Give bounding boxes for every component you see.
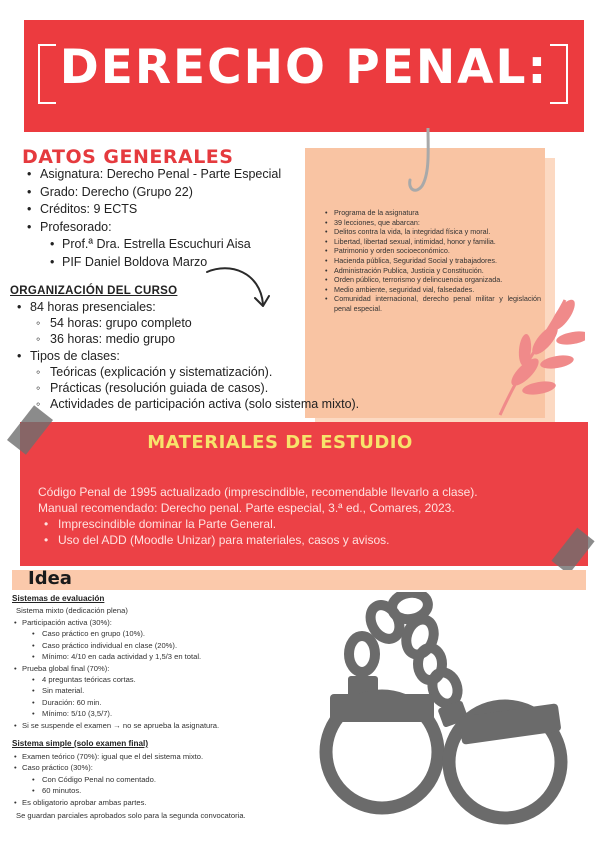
organizacion-list	[16, 299, 359, 412]
list-item: • 4 preguntas teóricas cortas.	[12, 674, 219, 685]
list-item: ◦ Actividades de participación activa (solo sistema mixto).	[16, 396, 359, 412]
list-item: • Participación activa (30%):	[12, 617, 219, 628]
parciales-note: Se guardan parciales aprobados solo para la segunda convocatoria.	[16, 811, 246, 820]
list-item: ◦ 54 horas: grupo completo	[16, 315, 359, 331]
list-item: • Orden público, terrorismo y delincuencia organizada.	[325, 275, 541, 285]
list-item: • Caso práctico (30%):	[12, 762, 203, 773]
materiales-list	[44, 516, 389, 548]
list-item: • Delitos contra la vida, la integridad física y moral.	[325, 227, 541, 237]
list-item: • Comunidad internacional, derecho penal militar y legislación penal especial.	[325, 294, 541, 313]
list-item: • Mínimo: 4/10 en cada actividad y 1,5/3 en total.	[12, 651, 219, 662]
list-item: • Prueba global final (70%):	[12, 663, 219, 674]
list-item: ◦ Prácticas (resolución guiada de casos).	[16, 380, 359, 396]
list-item: • Asignatura: Derecho Penal - Parte Especial	[26, 166, 281, 184]
list-item: • Imprescindible dominar la Parte General.	[44, 516, 389, 532]
materiales-line: Código Penal de 1995 actualizado (imprescindible, recomendable llevarlo a clase).	[38, 485, 478, 499]
list-item: • Libertad, libertad sexual, intimidad, honor y familia.	[325, 237, 541, 247]
materiales-text	[38, 484, 478, 516]
list-item: • Profesorado:	[26, 219, 281, 237]
materiales-line: Manual recomendado: Derecho penal. Parte especial, 3.ª ed., Comares, 2023.	[38, 501, 455, 515]
list-item: • PIF Daniel Boldova Marzo	[26, 254, 281, 272]
list-item: • Programa de la asignatura	[325, 208, 541, 218]
sistema-mixto-list	[12, 617, 219, 731]
list-item: • 60 minutos.	[12, 785, 203, 796]
list-item: • Caso práctico en grupo (10%).	[12, 628, 219, 639]
list-item: • 84 horas presenciales:	[16, 299, 359, 315]
list-item: • Si se suspende el examen → no se aprueba la asignatura.	[12, 720, 219, 731]
list-item: • Con Código Penal no comentado.	[12, 774, 203, 785]
list-item: • Uso del ADD (Moodle Unizar) para materiales, casos y avisos.	[44, 532, 389, 548]
sistema-mixto-label: Sistema mixto (dedicación plena)	[16, 606, 128, 615]
string-hook-icon	[400, 128, 440, 198]
sistema-simple-list	[12, 751, 203, 808]
datos-generales-heading: DATOS GENERALES	[22, 146, 234, 168]
sistema-simple-heading: Sistema simple (solo examen final)	[12, 739, 149, 748]
list-item: • Tipos de clases:	[16, 348, 359, 364]
materiales-heading: MATERIALES DE ESTUDIO	[147, 432, 413, 453]
list-item: • Duración: 60 min.	[12, 697, 219, 708]
sistemas-evaluacion-heading: Sistemas de evaluación	[12, 594, 105, 603]
list-item: ◦ Teóricas (explicación y sistematización).	[16, 364, 359, 380]
programa-list	[325, 208, 541, 314]
list-item: • Medio ambiente, seguridad vial, falsedades.	[325, 285, 541, 295]
list-item: • Caso práctico individual en clase (20%).	[12, 640, 219, 651]
list-item: • Hacienda pública, Seguridad Social y trabajadores.	[325, 256, 541, 266]
list-item: • Prof.ª Dra. Estrella Escuchuri Aisa	[26, 236, 281, 254]
list-item: • Grado: Derecho (Grupo 22)	[26, 184, 281, 202]
list-item: • Créditos: 9 ECTS	[26, 201, 281, 219]
list-item: • Mínimo: 5/10 (3,5/7).	[12, 708, 219, 719]
page-title: DERECHO PENAL:	[59, 40, 549, 95]
list-item: • Examen teórico (70%): igual que el del sistema mixto.	[12, 751, 203, 762]
list-item: • 39 lecciones, que abarcan:	[325, 218, 541, 228]
organizacion-heading: ORGANIZACIÓN DEL CURSO	[10, 285, 178, 297]
list-item: • Administración Publica, Justicia y Constitución.	[325, 266, 541, 276]
list-item: • Patrimonio y orden socioeconómico.	[325, 246, 541, 256]
idea-heading: Idea	[28, 568, 72, 589]
list-item: ◦ 36 horas: medio grupo	[16, 331, 359, 347]
handcuffs-icon	[310, 592, 595, 832]
list-item: • Es obligatorio aprobar ambas partes.	[12, 797, 203, 808]
idea-band	[12, 570, 586, 590]
list-item: • Sin material.	[12, 685, 219, 696]
datos-generales-list	[26, 166, 281, 271]
